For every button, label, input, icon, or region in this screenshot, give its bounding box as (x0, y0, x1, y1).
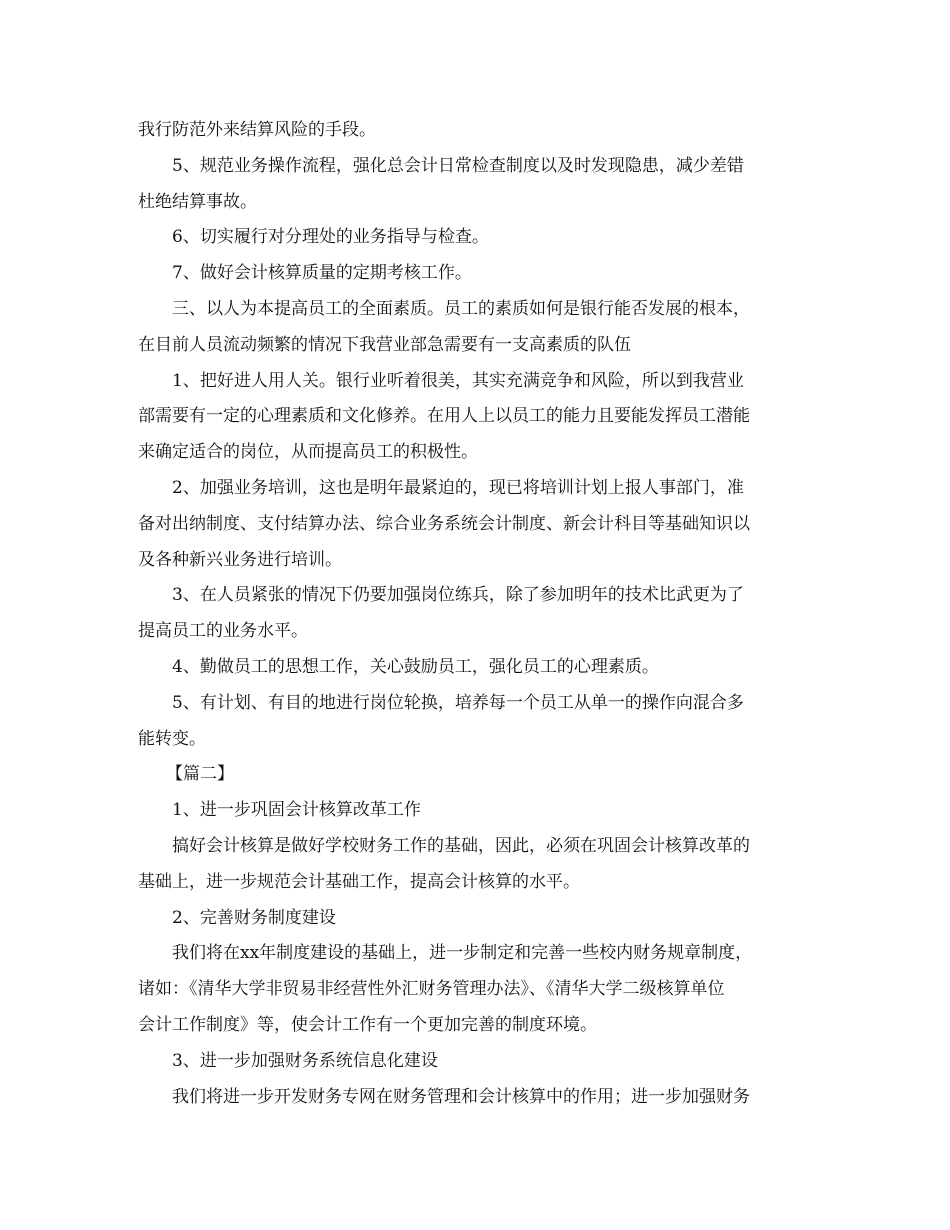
text-line: 搞好会计核算是做好学校财务工作的基础，因此，必须在巩固会计核算改革的 (172, 835, 750, 856)
text-line: 部需要有一定的心理素质和文化修养。在用人上以员工的能力且要能发挥员工潜能 (138, 406, 750, 427)
text-line: 能转变。 (138, 728, 206, 749)
text-line: 1、把好进人用人关。银行业听着很美，其实充满竞争和风险，所以到我营业 (172, 370, 744, 391)
text-line: 在目前人员流动频繁的情况下我营业部急需要有一支高素质的队伍 (138, 334, 631, 355)
text-line: 5、规范业务操作流程，强化总会计日常检查制度以及时发现隐患，减少差错 (172, 155, 744, 176)
text-line: 来确定适合的岗位，从而提高员工的积极性。 (138, 442, 478, 463)
text-line: 我们将在xx年制度建设的基础上，进一步制定和完善一些校内财务规章制度， (172, 943, 753, 964)
text-line: 提高员工的业务水平。 (138, 621, 308, 642)
text-line: 杜绝结算事故。 (138, 191, 257, 212)
item-heading: 2、完善财务制度建设 (172, 907, 336, 928)
item-heading: 3、进一步加强财务系统信息化建设 (172, 1050, 438, 1071)
part-heading: 【篇二】 (166, 764, 234, 785)
text-line: 3、在人员紧张的情况下仍要加强岗位练兵，除了参加明年的技术比武更为了 (172, 585, 744, 606)
text-line: 2、加强业务培训，这也是明年最紧迫的，现已将培训计划上报人事部门，准 (172, 477, 744, 498)
text-line: 备对出纳制度、支付结算办法、综合业务系统会计制度、新会计科目等基础知识以 (138, 513, 750, 534)
text-line: 基础上，进一步规范会计基础工作，提高会计核算的水平。 (138, 871, 580, 892)
text-line: 诸如：《清华大学非贸易非经营性外汇财务管理办法》、《清华大学二级核算单位 (138, 979, 725, 1000)
document-body (138, 113, 814, 1115)
section-heading-line: 三、以人为本提高员工的全面素质。员工的素质如何是银行能否发展的根本， (172, 298, 750, 319)
text-line: 我们将进一步开发财务专网在财务管理和会计核算中的作用；进一步加强财务 (172, 1086, 750, 1107)
text-line: 6、切实履行对分理处的业务指导与检查。 (172, 227, 489, 248)
item-heading: 1、进一步巩固会计核算改革工作 (172, 800, 421, 821)
text-line: 5、有计划、有目的地进行岗位轮换，培养每一个员工从单一的操作向混合多 (172, 692, 744, 713)
text-line: 4、勤做员工的思想工作，关心鼓励员工，强化员工的心理素质。 (172, 656, 659, 677)
text-line: 会计工作制度》等，使会计工作有一个更加完善的制度环境。 (138, 1014, 597, 1035)
text-line: 及各种新兴业务进行培训。 (138, 549, 342, 570)
text-line: 我行防范外来结算风险的手段。 (138, 120, 376, 140)
text-line: 7、做好会计核算质量的定期考核工作。 (172, 263, 472, 284)
